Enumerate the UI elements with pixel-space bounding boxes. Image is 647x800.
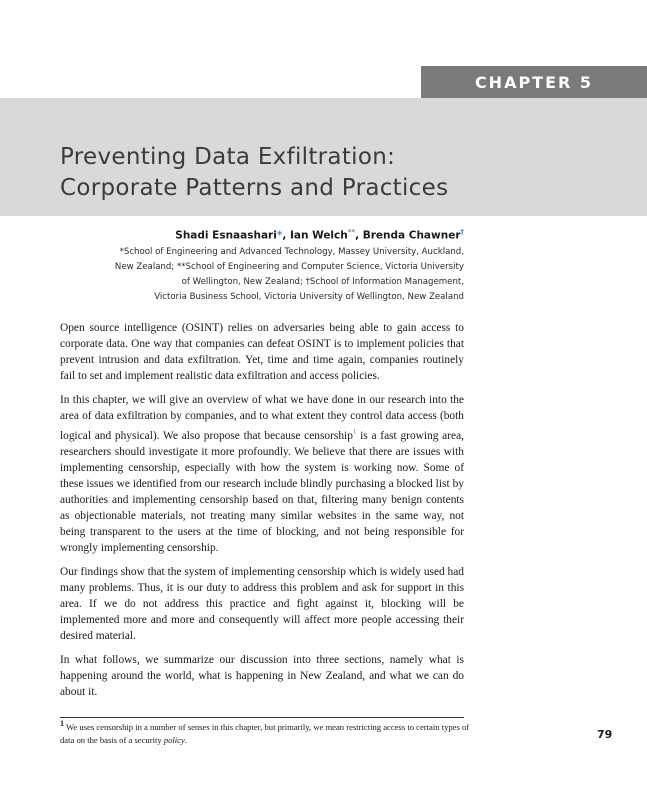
footnote-text: We uses censorship in a number of senses in this chapter, but primarily, we mean restricting access to certain types of data on the basis of a security — [60, 722, 470, 745]
author-2: Ian Welch — [289, 229, 348, 242]
chapter-label: CHAPTER 5 — [421, 66, 647, 98]
author-1-mark: * — [276, 229, 283, 242]
affiliation-line: *School of Engineering and Advanced Technology, Massey University, Auckland, — [119, 247, 464, 257]
body-text — [60, 320, 464, 708]
paragraph-3: Our findings show that the system of implementing censorship which is widely used had many problems. Thus, it is our duty to address this problem and ask for support in this area. If we do not address this practice and fight against it, blocking will be implemented more and more and consequently will affect more people accessing their desired material. — [60, 565, 464, 642]
page-number: 79 — [597, 728, 613, 741]
author-2-mark: ** — [347, 228, 356, 236]
author-3: Brenda Chawner — [362, 229, 461, 242]
chapter-title — [60, 142, 620, 204]
affiliation-line: of Wellington, New Zealand; †School of Information Management, — [181, 277, 464, 287]
chapter-title-line-2: Corporate Patterns and Practices — [60, 175, 449, 201]
paragraph-2-text: In this chapter, we will give an overview of what we have done in our research into the area of data exfiltration by companies, and to what extent they control data access (both logical and physical). We also propose that because censorship — [60, 394, 464, 442]
footnote — [60, 721, 480, 746]
paragraph-2-text: is a fast growing area, researchers should investigate it more profoundly. We believe that there are issues with implementing censorship, especially with how the system is working now. Some of these issues we identified from our research include blindly purchasing a blocked list by authorities and implementing censorship based on that, filtering many benign contents as objectionable materials, not treating many similar websites in the same way, not being transparent to the users at the time of blocking, and not being responsible for wrongly implementing censorship. — [60, 429, 464, 554]
footnote-number: 1 — [60, 719, 64, 729]
author-3-mark: † — [460, 228, 464, 236]
affiliation-line: New Zealand; **School of Engineering and Computer Science, Victoria University — [114, 262, 464, 272]
author-separator: , — [355, 229, 363, 242]
affiliations — [115, 245, 464, 305]
author-1: Shadi Esnaashari — [175, 229, 277, 242]
paragraph-1: Open source intelligence (OSINT) relies on adversaries being able to gain access to corporate data. One way that companies can defeat OSINT is to implement policies that prevent intrusion and data exfiltration. Yet, time and time again, companies routinely fail to set and implement realistic data exfiltration and access policies. — [60, 322, 464, 382]
affiliation-line: Victoria Business School, Victoria University of Wellington, New Zealand — [154, 292, 464, 302]
footnote-reference[interactable]: 1 — [352, 428, 357, 436]
paragraph-2 — [60, 392, 464, 556]
paragraph-4: In what follows, we summarize our discussion into three sections, namely what is happening around the world, what is happening in New Zealand, and what we can do about it. — [60, 653, 464, 698]
footnote-divider — [60, 717, 464, 718]
footnote-emphasis: policy — [163, 734, 185, 745]
chapter-title-line-1: Preventing Data Exfiltration: — [60, 144, 396, 170]
footnote-text-end: . — [184, 734, 187, 745]
author-separator: , — [282, 229, 290, 242]
author-list — [175, 228, 464, 242]
